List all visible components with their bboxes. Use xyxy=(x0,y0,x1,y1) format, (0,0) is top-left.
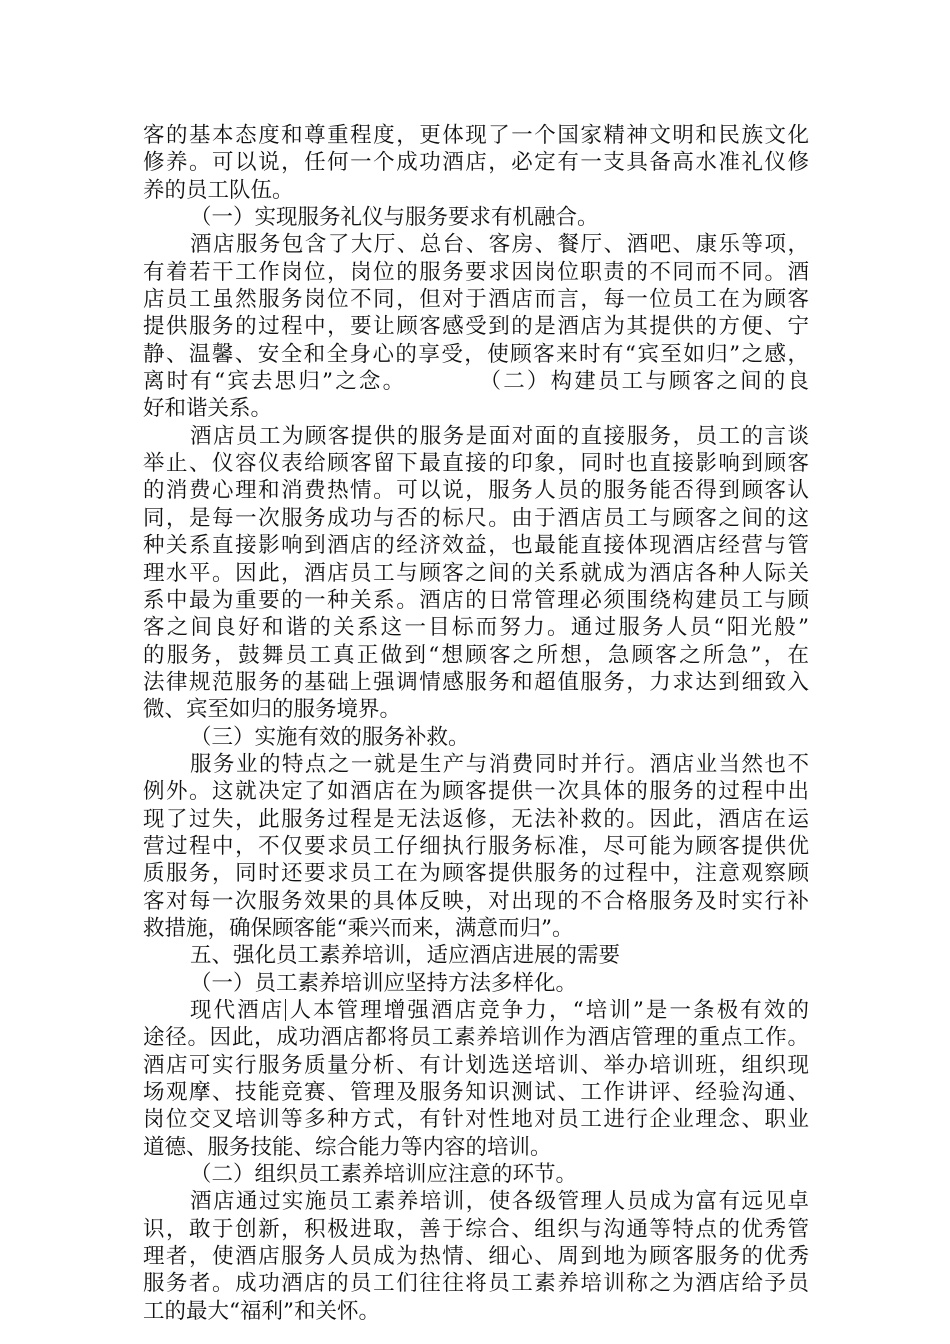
text-line: 场观摩、技能竞赛、管理及服务知识测试、工作讲评、经验沟通、 xyxy=(143,1080,809,1106)
text-line: 服务业的特点之一就是生产与消费同时并行。酒店业当然也不 xyxy=(190,751,809,777)
text-line: 理水平。因此，酒店员工与顾客之间的关系就成为酒店各种人际关 xyxy=(143,560,809,586)
text-line: 离时有“宾去思归”之念。 （二）构建员工与顾客之间的良 xyxy=(143,369,809,395)
text-line: （三）实施有效的服务补救。 xyxy=(190,724,470,750)
text-line: 修养。可以说，任何一个成功酒店，必定有一支具备高水准礼仪修 xyxy=(143,150,809,176)
text-segment: 人本管理增强酒店竞争力，“培训”是一条极有效的 xyxy=(287,998,809,1023)
text-line: 店员工虽然服务岗位不同，但对于酒店而言，每一位员工在为顾客 xyxy=(143,287,809,313)
text-line: 的服务，鼓舞员工真正做到“想顾客之所想，急顾客之所急”，在 xyxy=(143,642,809,668)
text-line: 举止、仪容仪表给顾客留下最直接的印象，同时也直接影响到顾客 xyxy=(143,451,809,477)
text-line: 酒店可实行服务质量分析、有计划选送培训、举办培训班，组织现 xyxy=(143,1052,809,1078)
text-line: 酒店通过实施员工素养培训，使各级管理人员成为富有远见卓 xyxy=(190,1189,809,1215)
text-line: 救措施，确保顾客能“乘兴而来，满意而归”。 xyxy=(143,915,574,941)
text-line: （一）实现服务礼仪与服务要求有机融合。 xyxy=(190,205,599,231)
text-line: 微、宾至如归的服务境界。 xyxy=(143,697,402,723)
text-segment: 现代酒店 xyxy=(190,998,285,1023)
text-line: 营过程中，不仅要求员工仔细执行服务标准，尽可能为顾客提供优 xyxy=(143,833,809,859)
text-line: 的消费心理和消费热情。可以说，服务人员的服务能否得到顾客认 xyxy=(143,478,809,504)
text-line: 酒店员工为顾客提供的服务是面对面的直接服务，员工的言谈 xyxy=(190,423,809,449)
text-line: （一）员工素养培训应坚持方法多样化。 xyxy=(190,970,578,996)
text-line: 同，是每一次服务成功与否的标尺。由于酒店员工与顾客之间的这 xyxy=(143,505,809,531)
text-line: 种关系直接影响到酒店的经济效益，也最能直接体现酒店经营与管 xyxy=(143,533,809,559)
text-line: 工的最大“福利”和关怀。 xyxy=(143,1298,380,1324)
text-line: 现了过失，此服务过程是无法返修，无法补救的。因此，酒店在运 xyxy=(143,806,809,832)
text-line: 提供服务的过程中，要让顾客感受到的是酒店为其提供的方便、宁 xyxy=(143,314,809,340)
text-line: 理者，使酒店服务人员成为热情、细心、周到地为顾客服务的优秀 xyxy=(143,1244,809,1270)
text-line: 静、温馨、安全和全身心的享受，使顾客来时有“宾至如归”之感， xyxy=(143,341,809,367)
text-line: 识，敢于创新，积极进取，善于综合、组织与沟通等特点的优秀管 xyxy=(143,1216,809,1242)
text-line: 服务者。成功酒店的员工们往往将员工素养培训称之为酒店给予员 xyxy=(143,1271,809,1297)
text-line: 法律规范服务的基础上强调情感服务和超值服务，力求达到细致入 xyxy=(143,669,809,695)
text-line: 质服务，同时还要求员工在为顾客提供服务的过程中，注意观察顾 xyxy=(143,861,809,887)
text-line: 五、强化员工素养培训，适应酒店进展的需要 xyxy=(190,943,621,969)
document-page xyxy=(143,122,809,1325)
text-line: 岗位交叉培训等多种方式，有针对性地对员工进行企业理念、职业 xyxy=(143,1107,809,1133)
text-line: 例外。这就决定了如酒店在为顾客提供一次具体的服务的过程中出 xyxy=(143,779,809,805)
text-line: 养的员工队伍。 xyxy=(143,177,294,203)
text-line: 途径。因此，成功酒店都将员工素养培训作为酒店管理的重点工作。 xyxy=(143,1025,809,1051)
text-line: 系中最为重要的一种关系。酒店的日常管理必须围绕构建员工与顾 xyxy=(143,587,809,613)
text-line: 好和谐关系。 xyxy=(143,396,273,422)
text-line: 有着若干工作岗位，岗位的服务要求因岗位职责的不同而不同。酒 xyxy=(143,259,809,285)
text-line: 客对每一次服务效果的具体反映，对出现的不合格服务及时实行补 xyxy=(143,888,809,914)
text-line: 客之间良好和谐的关系这一目标而努力。通过服务人员“阳光般” xyxy=(143,615,809,641)
text-line: （二）组织员工素养培训应注意的环节。 xyxy=(190,1162,578,1188)
text-line: 酒店服务包含了大厅、总台、客房、餐厅、酒吧、康乐等项， xyxy=(190,232,809,258)
text-line: 客的基本态度和尊重程度，更体现了一个国家精神文明和民族文化 xyxy=(143,123,809,148)
text-line xyxy=(143,997,809,1024)
text-line: 道德、服务技能、综合能力等内容的培训。 xyxy=(143,1134,552,1160)
